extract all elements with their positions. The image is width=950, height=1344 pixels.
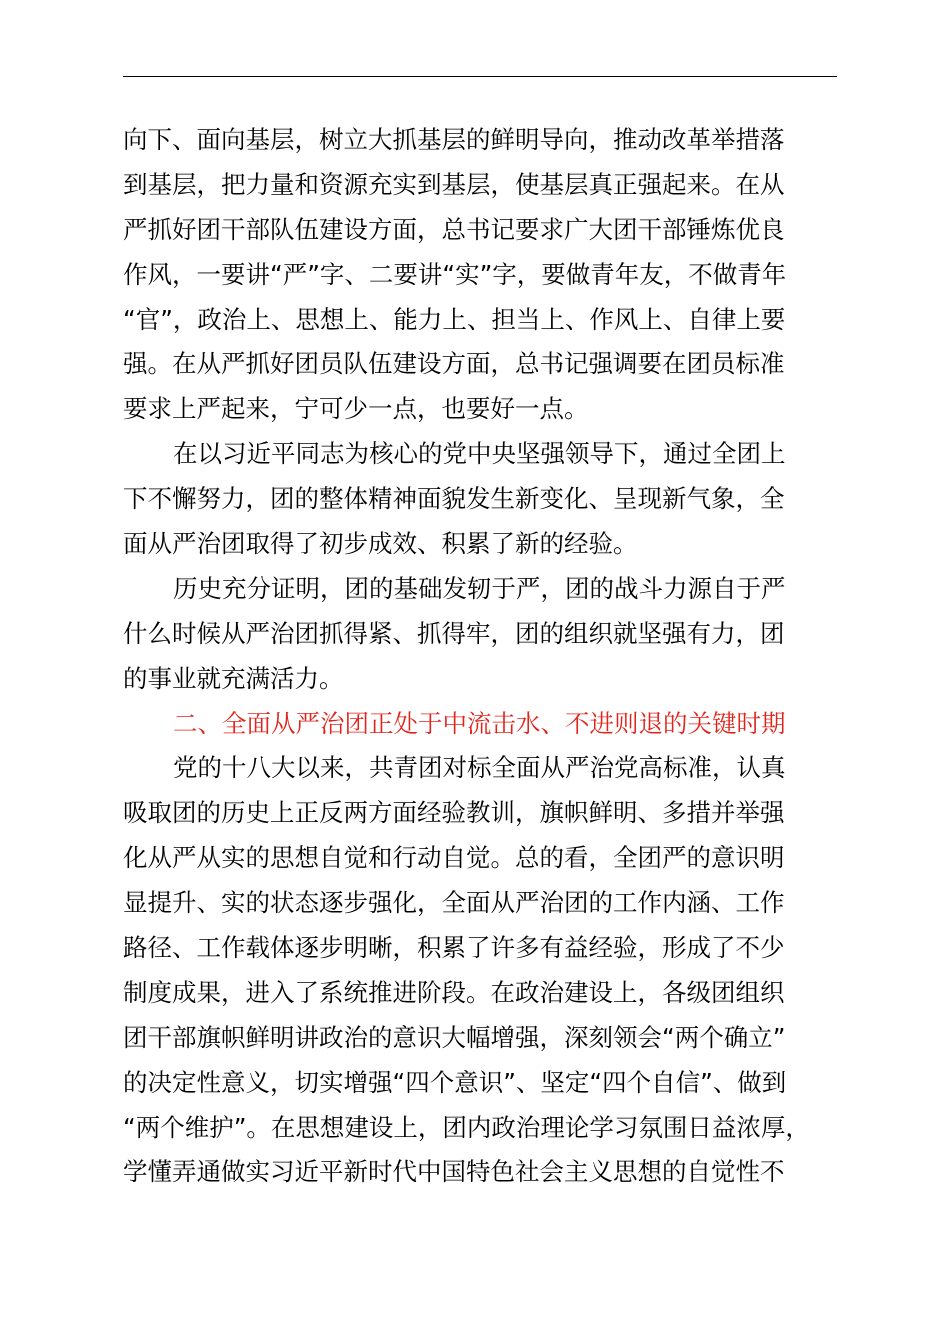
text-line: 路径、工作载体逐步明晰，积累了许多有益经验，形成了不少 <box>123 933 785 963</box>
text-line: 严抓好团干部队伍建设方面，总书记要求广大团干部锤炼优良 <box>123 214 785 244</box>
section-heading: 二、全面从严治团正处于中流击水、不进则退的关键时期 <box>173 708 786 738</box>
text-line: 学懂弄通做实习近平新时代中国特色社会主义思想的自觉性不 <box>123 1157 785 1187</box>
text-line: 党的十八大以来，共青团对标全面从严治党高标准，认真 <box>173 753 786 783</box>
text-line: 向下、面向基层，树立大抓基层的鲜明导向，推动改革举措落 <box>123 125 785 154</box>
text-line: 的事业就充满活力。 <box>123 663 344 693</box>
text-line: 什么时候从严治团抓得紧、抓得牢，团的组织就坚强有力，团 <box>123 618 785 648</box>
text-line: 团干部旗帜鲜明讲政治的意识大幅增强，深刻领会“两个确立” <box>123 1022 786 1052</box>
text-line: 到基层，把力量和资源充实到基层，使基层真正强起来。在从 <box>123 169 785 199</box>
text-line: “两个维护”。在思想建设上，团内政治理论学习氛围日益浓厚， <box>123 1112 810 1142</box>
text-line: 在以习近平同志为核心的党中央坚强领导下，通过全团上 <box>173 439 786 469</box>
text-line: 强。在从严抓好团员队伍建设方面，总书记强调要在团员标准 <box>123 349 785 379</box>
text-line: 作风，一要讲“严”字、二要讲“实”字，要做青年友，不做青年 <box>123 259 787 289</box>
text-line: “官”，政治上、思想上、能力上、担当上、作风上、自律上要 <box>123 304 786 334</box>
text-line: 化从严从实的思想自觉和行动自觉。总的看，全团严的意识明 <box>123 843 785 873</box>
text-line: 面从严治团取得了初步成效、积累了新的经验。 <box>123 529 638 559</box>
document-body <box>123 118 837 1195</box>
text-line: 要求上严起来，宁可少一点，也要好一点。 <box>123 394 589 424</box>
text-line: 的决定性意义，切实增强“四个意识”、坚定“四个自信”、做到 <box>123 1067 787 1097</box>
text-line: 历史充分证明，团的基础发轫于严，团的战斗力源自于严 <box>173 573 786 603</box>
text-line: 制度成果，进入了系统推进阶段。在政治建设上，各级团组织 <box>123 977 785 1007</box>
text-line: 下不懈努力，团的整体精神面貌发生新变化、呈现新气象，全 <box>123 484 785 514</box>
text-line: 显提升、实的状态逐步强化，全面从严治团的工作内涵、工作 <box>123 888 785 918</box>
text-line: 吸取团的历史上正反两方面经验教训，旗帜鲜明、多措并举强 <box>123 798 785 828</box>
header-rule <box>123 76 837 77</box>
